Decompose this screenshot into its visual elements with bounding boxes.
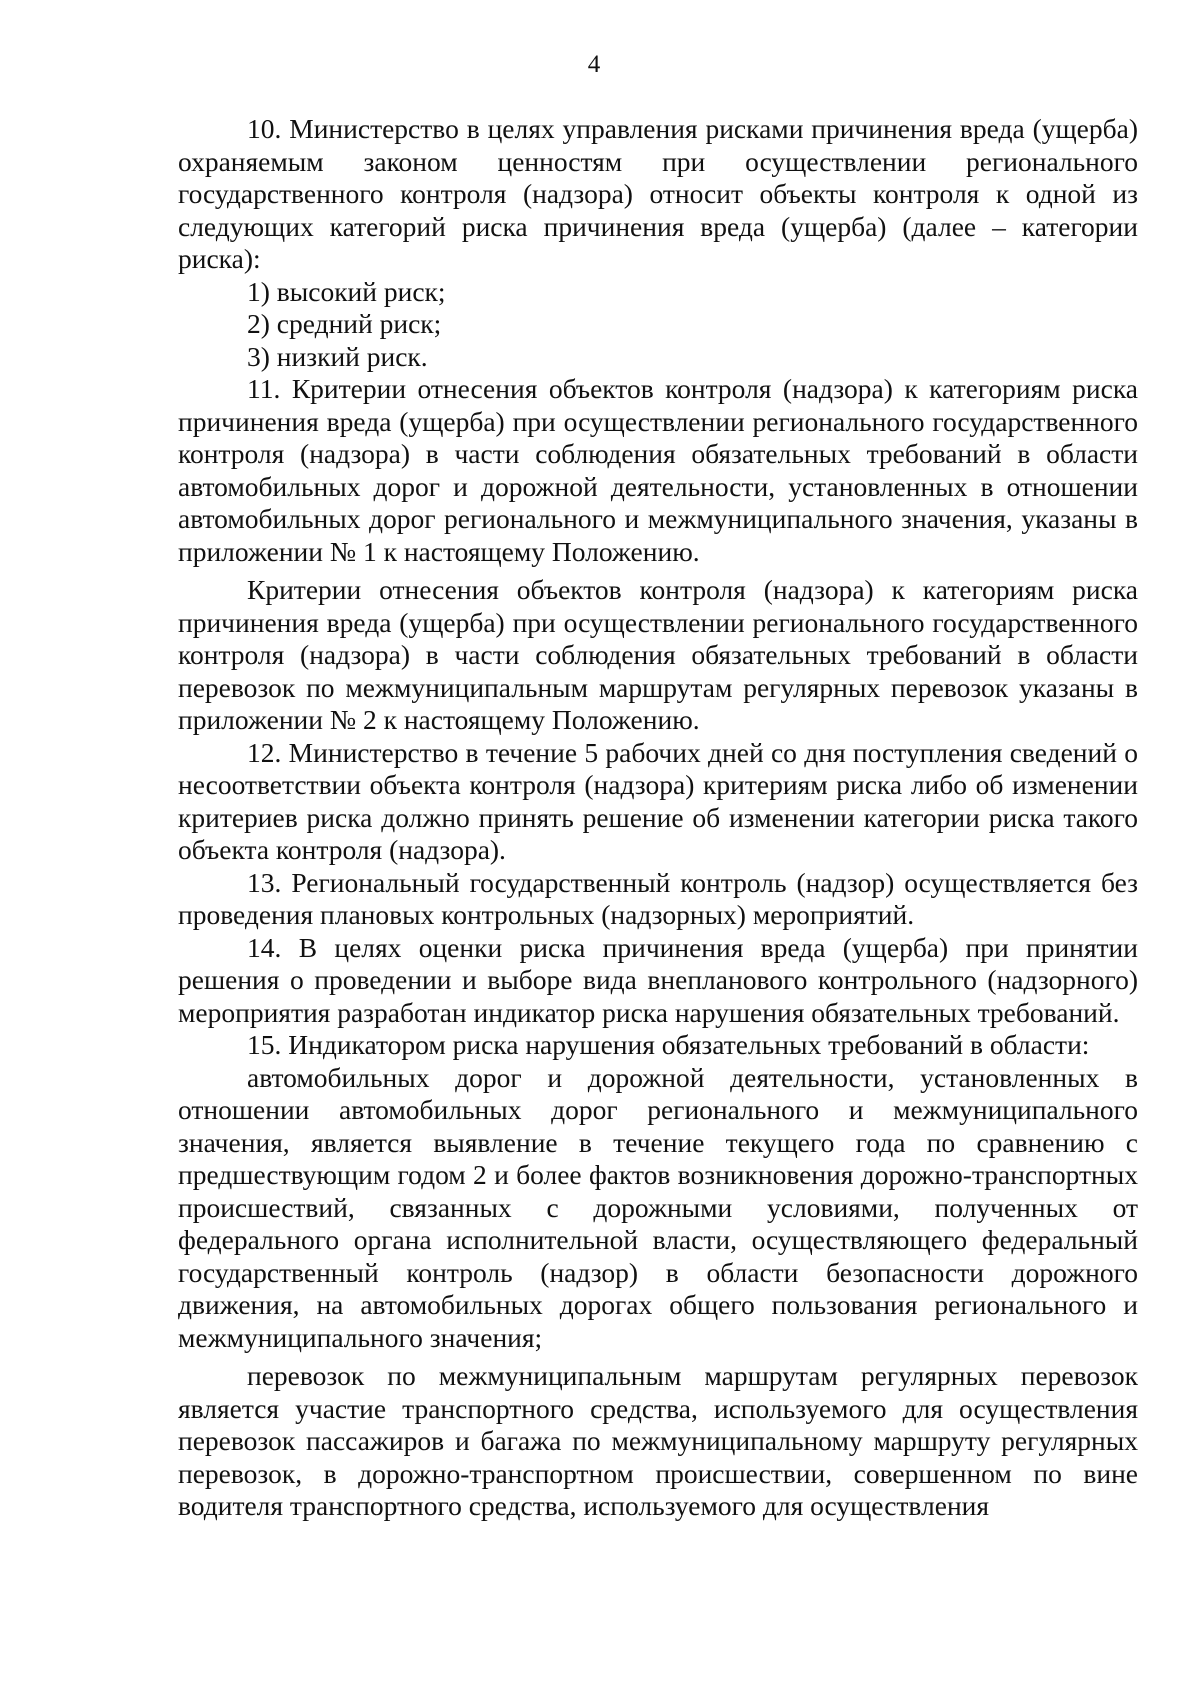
paragraph-11: 11. Критерии отнесения объектов контроля (надзора) к категориям риска причинения вреда (ущерба) при осуществлении регионального государственного контроля (надзора) в части соблюдения обязательных требований в области автомобильных дорог и дорожной деятельности, установленных в отношении автомобильных дорог регионального и межмуниципального значения, указаны в приложении № 1 к настоящему Положению. bbox=[178, 373, 1138, 567]
paragraph-11-criteria: Критерии отнесения объектов контроля (надзора) к категориям риска причинения вреда (ущерба) при осуществлении регионального государственного контроля (надзора) в части соблюдения обязательных требований в области перевозок по межмуниципальным маршрутам регулярных перевозок указаны в приложении № 2 к настоящему Положению. bbox=[178, 574, 1138, 735]
paragraph-13: 13. Региональный государственный контроль (надзор) осуществляется без проведения плановых контрольных (надзорных) мероприятий. bbox=[178, 866, 1138, 930]
paragraph-10: 10. Министерство в целях управления рисками причинения вреда (ущерба) охраняемым законом ценностям при осуществлении регионального государственного контроля (надзора) относит объекты контроля к одной из следующих категорий риска причинения вреда (ущерба) (далее – категории риска): bbox=[178, 113, 1138, 274]
paragraph-15-transport: перевозок по межмуниципальным маршрутам регулярных перевозок является участие транспортного средства, используемого для осуществления перевозок пассажиров и багажа по межмуниципальному маршруту регулярных перевозок, в дорожно-транспортном происшествии, совершенном по вине водителя транспортного средства, используемого для осуществления bbox=[178, 1360, 1138, 1521]
paragraph-15-roads: автомобильных дорог и дорожной деятельности, установленных в отношении автомобильных дорог регионального и межмуниципального значения, является выявление в течение текущего года по сравнению с предшествующим годом 2 и более фактов возникновения дорожно-транспортных происшествий, связанных с дорожными условиями, полученных от федерального органа исполнительной власти, осуществляющего федеральный государственный контроль (надзор) в области безопасности дорожного движения, на автомобильных дорогах общего пользования регионального и межмуниципального значения; bbox=[178, 1061, 1138, 1353]
page-number: 4 bbox=[587, 51, 601, 78]
paragraph-15: 15. Индикатором риска нарушения обязательных требований в области: bbox=[247, 1029, 1090, 1060]
list-item-high-risk: 1) высокий риск; bbox=[247, 275, 446, 307]
paragraph-14: 14. В целях оценки риска причинения вреда (ущерба) при принятии решения о проведении и выборе вида внепланового контрольного (надзорного) мероприятия разработан индикатор риска нарушения обязательных требований. bbox=[178, 931, 1138, 1028]
list-item-medium-risk: 2) средний риск; bbox=[247, 308, 442, 339]
paragraph-12: 12. Министерство в течение 5 рабочих дней со дня поступления сведений о несоответствии объекта контроля (надзора) критериям риска либо об изменении критериев риска должно принять решение об изменении категории риска такого объекта контроля (надзора). bbox=[178, 736, 1138, 865]
document-body bbox=[178, 113, 1138, 1523]
list-item-low-risk: 3) низкий риск. bbox=[247, 340, 428, 372]
